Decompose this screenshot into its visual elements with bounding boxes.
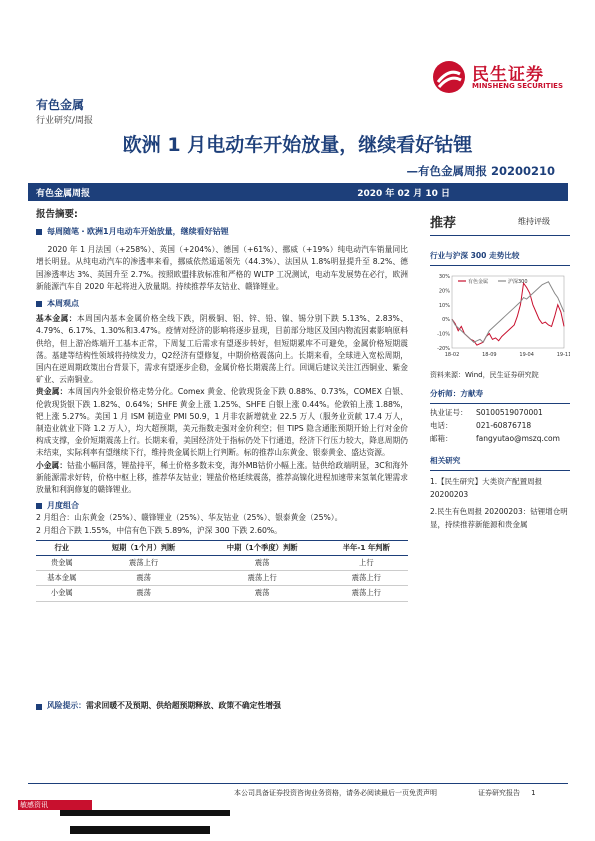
bullet-square-icon [36,503,42,509]
table-header: 行业 [36,540,88,555]
minor-metal-text: 钴盐小幅回落，锂盐持平，稀土价格多数未变，海外MB钴价小幅上涨。钴供给政端明显，3C和海外新能源需求好转，价格中枢上移，推荐华友钴业；锂盐价格延续震荡，推荐高镍化进程加速带来氢氧化锂需求放量和利润修复的赣锋锂业。 [36,460,408,495]
bullet-weekly [36,226,408,238]
y-tick-label: -10% [437,331,450,338]
related-item[interactable]: 1.【民生研究】大类资产配置周报 20200203 [430,477,543,499]
redaction-stamp: 敏感资讯 [18,800,92,810]
base-metal-lead: 基本金属： [36,314,77,324]
table-cell: 震荡 [88,571,200,586]
bullet-square-icon [36,704,42,710]
analyst-value: S0100519070001 [476,408,543,417]
footer-page-label: 证券研究报告 [478,789,520,797]
brand-name-cn: 民生证券 [472,65,544,85]
bullet-view [36,298,408,310]
base-metal-text: 本周国内基本金属价格全线下跌，阴极铜、铝、锌、铅、镍、锡分别下跌 5.13%、2.83%、4.79%、6.17%、1.30%和3.47%。疫情对经济的影响将逐步显现，目前部分地区及国内物流因素影响原料供给，但上游冶炼端开工基本正常，下周复工后需求有望逐步转好，但短期累库不可避免，金属价格短期震荡。基建等结构性领域将持续发力，Q2经济有望修复，中期价格震荡向上。长期来看，全球进入宽松周期，国内在逆周期政策出台背景下，需求有望逐步企稳，金属价格长期震荡上行。回调后建议关注江西铜业、紫金矿业、云南铜业。 [36,314,408,385]
brand-emblem-icon [432,60,466,94]
analyst-row [430,419,570,432]
table-header: 半年-1 年判断 [325,540,408,555]
y-tick-label: 0% [442,317,450,324]
table-cell: 基本金属 [36,571,88,586]
main-column [36,220,408,602]
minor-metal-paragraph [36,460,408,497]
x-tick-label: 19-04 [519,352,534,358]
table-row [36,586,408,601]
bullet-view-title: 本周观点 [47,299,79,309]
brand-logo [432,60,572,96]
analyst-row [430,406,570,419]
minor-metal-lead: 小金属： [36,460,68,470]
related-item[interactable]: 2.民生有色周报 20200203：钴锂增仓明显，持续推荐新能源和贵金属 [430,507,568,529]
analyst-value: 021-60876718 [476,421,532,430]
rating-sub: 维持评级 [518,217,550,226]
y-tick-label: 20% [438,288,450,295]
table-row [36,556,408,571]
table-cell: 震荡 [88,586,200,601]
bullet-square-icon [36,301,42,307]
portfolio-line-1: 2 月组合：山东黄金（25%）、赣锋锂业（25%）、华友钴业（25%）、银泰黄金（25%）。 [36,513,343,523]
footer-disclaimer: 本公司具备证券投资咨询业务资格，请务必阅读最后一页免责声明 [234,789,437,797]
sidebar [430,212,570,531]
outlook-table [36,540,408,602]
chart-source: 资料来源：Wind，民生证券研究院 [430,371,539,379]
bar-label: 有色金属周报 [36,189,91,199]
chart-title: 行业与沪深 300 走势比较 [430,251,520,260]
y-tick-label: 10% [438,302,450,309]
precious-metal-paragraph [36,386,408,459]
legend-label: 沪深300 [508,279,528,285]
table-cell: 震荡上行 [88,556,200,571]
doctype-label: 行业研究/周报 [36,116,94,126]
x-tick-label: 18-02 [444,352,460,358]
rating-box [430,212,570,236]
table-cell: 震荡上行 [325,571,408,586]
footer-rule [28,783,568,784]
precious-metal-text: 本周国内外金银价格走势分化。Comex 黄金、伦敦现货金下跌 0.88%、0.73%，COMEX 白银、伦敦现货银下跌 1.82%、0.64%；SHFE 黄金上涨 1.25%、SHFE 白银上涨 0.44%。伦敦铂上涨 1.88%，钯上涨 5.27%。美国 1 月 ISM 制造业 PMI 50.9，1 月非农新增就业 22.5 万人（服务业贡献 17.4 万人，制造业就业下降 1.2 万人），均大超预期，美元指数走强对金价利空；但 TIPS 隐含通胀预期开始上行对金价构成支撑，金价短期震荡上行。长期来看，美国经济处于指标仍处下行通道，经济下行压力较大，降息周期仍未结束，实际利率有望继续下行，维持贵金属长期上行判断。标的推荐山东黄金、银泰黄金、盛达资源。 [36,387,408,458]
analyst-title: 分析师：方献寿 [430,389,484,398]
bullet-weekly-title: 每周随笔・欧洲1月电动车开始放量，继续看好钴锂 [47,227,229,236]
report-date: 2020 年 02 月 10 日 [357,189,450,199]
trend-chart [430,268,570,364]
risk-text: 需求回暖不及预期、供给超预期释放、政策不确定性增强 [85,701,281,710]
bullet-weekly-text: 2020 年 1 月法国（+258%）、英国（+204%）、德国（+61%）、挪威（+19%）纯电动汽车销量同比增长明显。从纯电动汽车的渗透率来看，挪威依然遥遥领先（44.3%）、法国从 1.8%明显提升至 8.2%、德国渗透率达 3%、英国升至 2.7%。按照欧盟排放标准和严格的 WLTP 工况测试，电动车发展势在必行，欧洲新能源汽车自 2020 年起将进入放量期。持续推荐华友钴业、赣锋锂业。 [36,245,408,291]
bullet-portfolio-title: 月度组合 [47,501,79,511]
table-header: 短期（1个月）判断 [88,540,200,555]
series-line-1 [452,282,564,342]
divider [430,265,570,266]
header-bar [28,183,568,201]
analyst-value: fangyutao@mszq.com [476,434,560,443]
footer-page [478,788,536,798]
divider [430,470,570,471]
bullet-square-icon [36,229,42,235]
y-tick-label: -20% [437,346,450,352]
risk-lead: 风险提示： [47,701,86,710]
report-title: 欧洲 1 月电动车开始放量，继续看好钴锂 [122,134,473,156]
risk-line [36,700,281,711]
report-subtitle: —有色金属周报 20200210 [406,164,555,178]
table-cell: 上行 [325,556,408,571]
table-cell: 震荡 [200,586,325,601]
series-line-0 [452,283,564,345]
table-cell: 震荡 [200,556,325,571]
analyst-row [430,432,570,445]
legend-label: 有色金属 [468,279,489,285]
precious-metal-lead: 贵金属： [36,387,68,397]
x-tick-label: 18-09 [482,352,497,358]
analyst-info [430,406,570,445]
footer-page-number: 1 [531,789,536,797]
base-metal-paragraph [36,313,408,386]
analyst-key: 执业证号： [430,408,468,417]
analyst-key: 电话： [430,421,453,430]
portfolio-line-2: 2 月组合下跌 1.55%，中信有色下跌 5.89%，沪深 300 下跌 2.60%。 [36,525,282,535]
table-cell: 震荡上行 [325,586,408,601]
table-cell: 小金属 [36,586,88,601]
related-title: 相关研究 [430,456,461,465]
table-row [36,571,408,586]
divider [430,403,570,404]
redaction-mark [60,810,230,816]
rating-main: 推荐 [430,216,457,231]
redaction-mark [70,826,210,834]
analyst-key: 邮箱： [430,434,453,443]
bullet-portfolio [36,500,408,512]
x-tick-label: 19-11 [556,352,570,358]
table-cell: 震荡上行 [200,571,325,586]
brand-name-en: MINSHENG SECURITIES [472,82,563,90]
table-cell: 贵金属 [36,556,88,571]
table-header: 中期（1个季度）判断 [200,540,325,555]
y-tick-label: 30% [438,274,450,280]
sector-label: 有色金属 [36,98,85,112]
summary-heading: 报告摘要: [36,209,78,220]
